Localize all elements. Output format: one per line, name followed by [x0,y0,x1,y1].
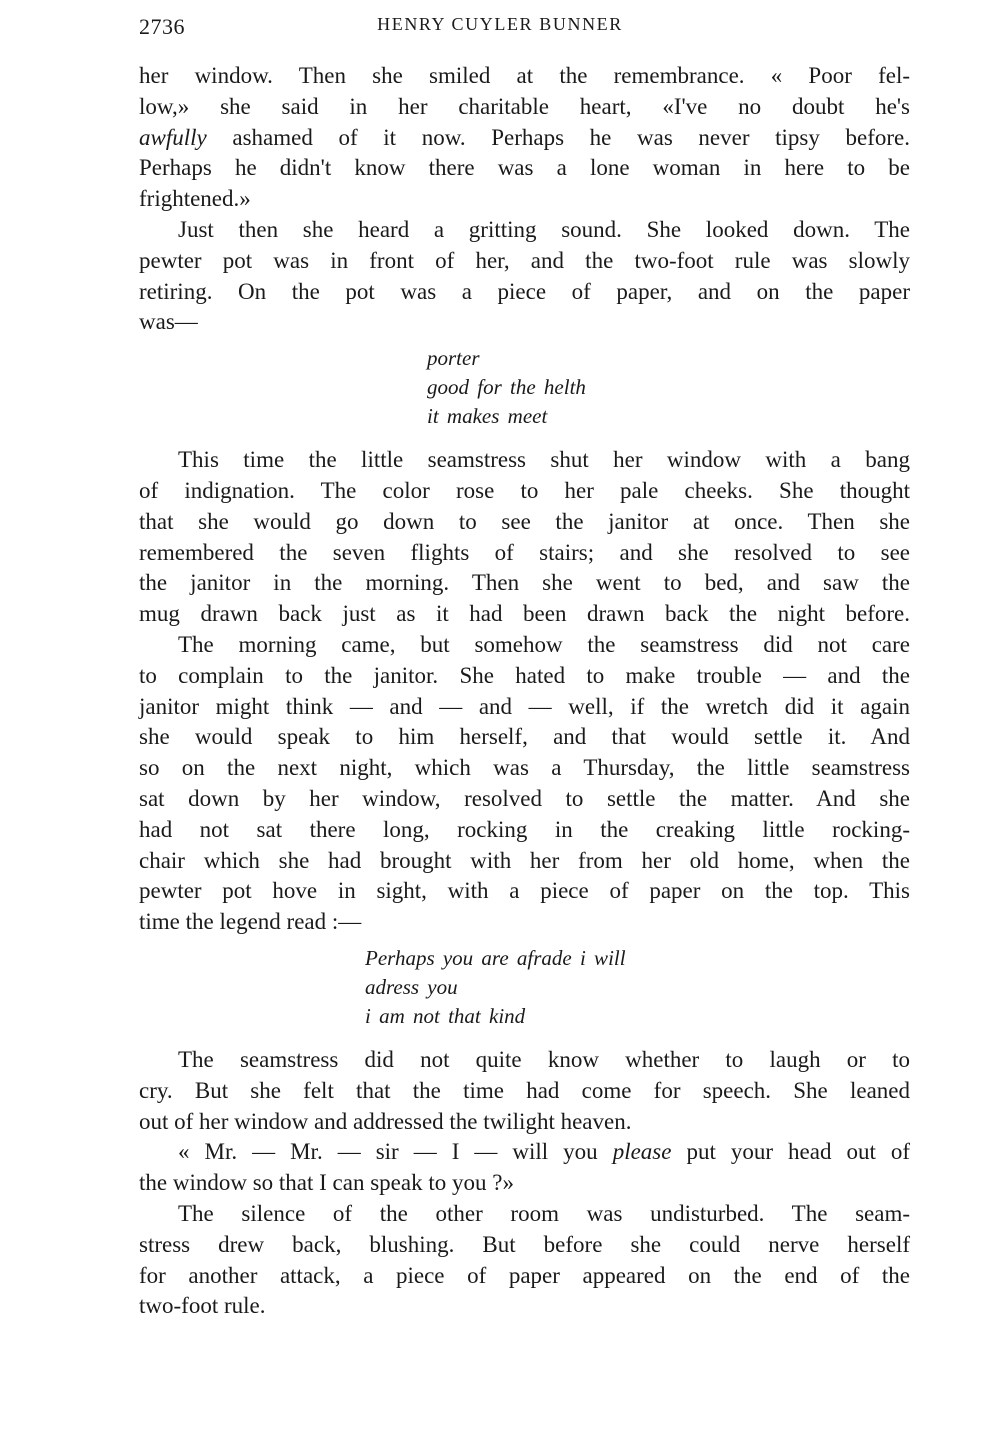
text-line: had not sat there long, rocking in the creaking little rocking- [139,816,910,842]
text-line: mug drawn back just as it had been drawn back the night before. [139,601,910,627]
note-line: i am not that kind [365,1003,526,1028]
text-line [139,123,910,154]
text-line: the window so that I can speak to you ?» [139,1170,514,1196]
text-line: sat down by her window, resolved to settle the matter. And she [139,785,910,811]
text-line: for another attack, a piece of paper appeared on the end of the [139,1262,910,1288]
text-line: retiring. On the pot was a piece of paper, and on the paper [139,278,910,304]
note-line: Perhaps you are afrade i will [365,945,626,970]
paragraph-2 [139,215,910,338]
text-line: her window. Then she smiled at the remembrance. « Poor fel- [139,63,910,88]
text-line: the janitor in the morning. Then she went to bed, and saw the [139,570,910,596]
text-line: remembered the seven flights of stairs; and she resolved to see [139,539,910,565]
text-line [139,1137,910,1168]
note-line: porter [427,346,480,371]
paragraph-6 [139,1137,910,1199]
text-span: put your head out of [686,1139,911,1165]
text-line: janitor might think — and — and — well, if the wretch did it again [139,693,910,719]
text-line: pewter pot hove in sight, with a piece of paper on the top. This [139,878,910,904]
emphasis: please [612,1139,672,1165]
text-line: of indignation. The color rose to her pale cheeks. She thought [139,477,910,503]
text-line: out of her window and addressed the twilight heaven. [139,1108,632,1134]
text-line: The seamstress did not quite know whether to laugh or to [178,1046,910,1072]
text-line: The morning came, but somehow the seamstress did not care [178,631,910,657]
page-body [139,61,910,1322]
text-line: was— [139,309,198,335]
text-line: This time the little seamstress shut her window with a bang [178,447,910,473]
text-line: pewter pot was in front of her, and the two-foot rule was slowly [139,247,910,273]
text-span: « Mr. — Mr. — sir — I — will you [178,1139,598,1165]
text-line: so on the next night, which was a Thursday, the little seamstress [139,755,910,781]
text-line: Perhaps he didn't know there was a lone woman in here to be [139,155,910,181]
text-span: ashamed of it now. Perhaps he was never tipsy before. [232,124,910,150]
text-line: low,» she said in her charitable heart, «I've no doubt he's [139,93,910,119]
paragraph-3 [139,445,910,630]
emphasis: awfully [139,124,207,150]
page-number: 2736 [139,14,185,39]
text-line: chair which she had brought with her from her old home, when the [139,847,910,873]
note-line: it makes meet [427,404,548,429]
text-line: that she would go down to see the janitor at once. Then she [139,508,910,534]
text-line: frightened.» [139,186,251,212]
note-afrade [139,944,910,1031]
note-porter [139,344,910,431]
paragraph-7 [139,1199,910,1322]
text-line: two-foot rule. [139,1293,266,1319]
note-line: adress you [365,974,458,999]
text-line: Just then she heard a gritting sound. She looked down. The [178,216,910,242]
text-line: she would speak to him herself, and that would settle it. And [139,724,910,750]
paragraph-1 [139,61,910,215]
text-line: to complain to the janitor. She hated to make trouble — and the [139,662,910,688]
paragraph-4 [139,630,910,938]
running-title: HENRY CUYLER BUNNER [377,14,623,34]
text-line: time the legend read :— [139,909,362,935]
note-line: good for the helth [427,375,586,400]
text-line: cry. But she felt that the time had come for speech. She leaned [139,1077,910,1103]
text-line: stress drew back, blushing. But before she could nerve herself [139,1231,910,1257]
paragraph-5 [139,1045,910,1137]
text-line: The silence of the other room was undisturbed. The seam- [178,1200,910,1226]
